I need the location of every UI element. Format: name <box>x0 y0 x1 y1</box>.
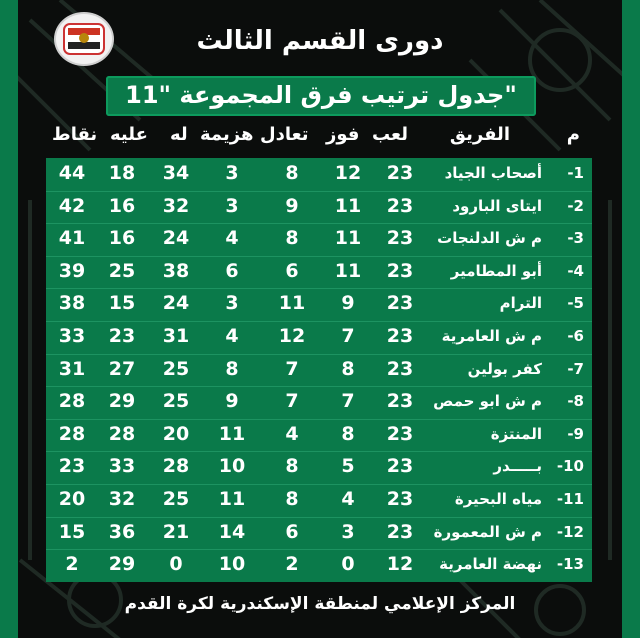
row-divider <box>46 419 592 420</box>
goals-against-cell: 18 <box>108 162 136 184</box>
goals-for-cell: 34 <box>162 162 190 184</box>
rank-cell: -2 <box>567 196 584 215</box>
points-cell: 31 <box>58 357 86 380</box>
goals-against-cell: 27 <box>108 357 136 380</box>
header-won: فوز <box>326 124 360 145</box>
won-cell: 7 <box>341 390 355 413</box>
rank-cell: -13 <box>556 555 584 574</box>
goals-against-cell: 33 <box>108 455 136 478</box>
row-divider <box>46 191 592 192</box>
header-goals-for: له <box>170 124 188 145</box>
played-cell: 23 <box>386 325 414 347</box>
standings-table <box>46 158 592 582</box>
rank-cell: -10 <box>556 457 584 476</box>
footer-credit: المركز الإعلامي لمنطقة الإسكندرية لكرة القدم <box>124 594 516 614</box>
table-row <box>46 484 592 516</box>
goals-against-cell: 29 <box>108 553 136 576</box>
header-lost: هزيمة <box>200 124 254 145</box>
row-divider <box>46 288 592 289</box>
drawn-cell: 6 <box>285 259 299 282</box>
won-cell: 5 <box>341 455 355 478</box>
played-cell: 23 <box>386 488 414 510</box>
goals-for-cell: 21 <box>162 520 190 543</box>
header-drawn: تعادل <box>260 124 309 145</box>
table-row <box>46 451 592 483</box>
won-cell: 11 <box>334 259 362 282</box>
won-cell: 3 <box>341 520 355 543</box>
team-name: أبو المطامير <box>450 261 542 280</box>
points-cell: 23 <box>58 455 86 478</box>
played-cell: 23 <box>386 162 414 184</box>
team-name: أصحاب الجياد <box>444 164 542 182</box>
rank-cell: -12 <box>556 522 584 541</box>
goals-against-cell: 29 <box>108 390 136 413</box>
drawn-cell: 2 <box>285 553 299 576</box>
drawn-cell: 8 <box>285 488 299 510</box>
points-cell: 33 <box>58 325 86 347</box>
played-cell: 23 <box>386 390 414 413</box>
played-cell: 23 <box>386 422 414 445</box>
points-cell: 15 <box>58 520 86 543</box>
goals-for-cell: 25 <box>162 357 190 380</box>
goals-against-cell: 25 <box>108 259 136 282</box>
team-name: مياه البحيرة <box>454 490 542 508</box>
rank-cell: -4 <box>567 261 584 280</box>
goals-against-cell: 32 <box>108 488 136 510</box>
drawn-cell: 8 <box>285 162 299 184</box>
row-divider <box>46 451 592 452</box>
points-cell: 42 <box>58 194 86 217</box>
rank-cell: -11 <box>556 490 584 508</box>
goals-for-cell: 24 <box>162 227 190 250</box>
table-header <box>48 120 590 152</box>
goals-against-cell: 28 <box>108 422 136 445</box>
team-name: بـــــدر <box>493 457 542 476</box>
team-name: م ش المعمورة <box>433 522 542 541</box>
row-divider <box>46 517 592 518</box>
table-row <box>46 354 592 386</box>
played-cell: 23 <box>386 520 414 543</box>
row-divider <box>46 256 592 257</box>
goals-for-cell: 38 <box>162 259 190 282</box>
right-green-stripe <box>622 0 640 638</box>
team-name: الترام <box>499 294 542 313</box>
played-cell: 12 <box>386 553 414 576</box>
lost-cell: 10 <box>218 553 246 576</box>
left-green-stripe <box>0 0 18 638</box>
row-divider <box>46 223 592 224</box>
points-cell: 2 <box>65 553 79 576</box>
team-name: م ش الدلنجات <box>437 229 542 248</box>
team-name: المنتزة <box>490 424 542 443</box>
header-played: لعب <box>372 124 408 145</box>
goals-for-cell: 0 <box>169 553 183 576</box>
goals-against-cell: 36 <box>108 520 136 543</box>
team-name: م ش ابو حمص <box>433 392 542 411</box>
drawn-cell: 8 <box>285 455 299 478</box>
table-row <box>46 191 592 223</box>
table-row <box>46 223 592 255</box>
rank-cell: -1 <box>567 164 584 182</box>
won-cell: 12 <box>334 162 362 184</box>
played-cell: 23 <box>386 292 414 315</box>
table-row <box>46 419 592 451</box>
team-name: كفر بولين <box>467 359 542 378</box>
table-row <box>46 256 592 288</box>
won-cell: 11 <box>334 227 362 250</box>
goals-for-cell: 32 <box>162 194 190 217</box>
row-divider <box>46 321 592 322</box>
drawn-cell: 9 <box>285 194 299 217</box>
table-row <box>46 386 592 418</box>
points-cell: 20 <box>58 488 86 510</box>
drawn-cell: 7 <box>285 390 299 413</box>
lost-cell: 4 <box>225 325 239 347</box>
won-cell: 0 <box>341 553 355 576</box>
team-name: ايتاى البارود <box>452 196 542 215</box>
table-row <box>46 158 592 190</box>
lost-cell: 3 <box>225 292 239 315</box>
goals-for-cell: 24 <box>162 292 190 315</box>
goals-for-cell: 25 <box>162 390 190 413</box>
points-cell: 28 <box>58 422 86 445</box>
page-subtitle: جدول ترتيب فرق المجموعة "11" <box>125 81 517 109</box>
played-cell: 23 <box>386 259 414 282</box>
lost-cell: 10 <box>218 455 246 478</box>
header-goals-against: عليه <box>110 124 148 145</box>
rank-cell: -3 <box>567 229 584 248</box>
row-divider <box>46 549 592 550</box>
won-cell: 7 <box>341 325 355 347</box>
lost-cell: 3 <box>225 162 239 184</box>
team-name: نهضة العامرية <box>439 555 542 574</box>
lost-cell: 3 <box>225 194 239 217</box>
rank-cell: -7 <box>567 359 584 378</box>
lost-cell: 8 <box>225 357 239 380</box>
played-cell: 23 <box>386 194 414 217</box>
goals-for-cell: 28 <box>162 455 190 478</box>
lost-cell: 11 <box>218 422 246 445</box>
page-title: دورى القسم الثالث <box>196 26 444 56</box>
team-name: م ش العامرية <box>441 327 542 345</box>
drawn-cell: 12 <box>278 325 306 347</box>
goals-against-cell: 15 <box>108 292 136 315</box>
goals-for-cell: 31 <box>162 325 190 347</box>
table-row <box>46 517 592 549</box>
won-cell: 4 <box>341 488 355 510</box>
table-row <box>46 321 592 353</box>
played-cell: 23 <box>386 357 414 380</box>
header-rank: م <box>566 124 580 145</box>
played-cell: 23 <box>386 455 414 478</box>
drawn-cell: 4 <box>285 422 299 445</box>
won-cell: 9 <box>341 292 355 315</box>
lost-cell: 6 <box>225 259 239 282</box>
table-row <box>46 549 592 581</box>
points-cell: 28 <box>58 390 86 413</box>
points-cell: 38 <box>58 292 86 315</box>
lost-cell: 4 <box>225 227 239 250</box>
won-cell: 8 <box>341 357 355 380</box>
points-cell: 39 <box>58 259 86 282</box>
row-divider <box>46 354 592 355</box>
won-cell: 11 <box>334 194 362 217</box>
goals-against-cell: 16 <box>108 227 136 250</box>
won-cell: 8 <box>341 422 355 445</box>
row-divider <box>46 484 592 485</box>
rank-cell: -9 <box>567 424 584 443</box>
rank-cell: -8 <box>567 392 584 411</box>
drawn-cell: 11 <box>278 292 306 315</box>
lost-cell: 11 <box>218 488 246 510</box>
header-points: نقاط <box>52 124 98 145</box>
header-team: الفريق <box>449 124 510 145</box>
rank-cell: -5 <box>567 294 584 313</box>
lost-cell: 14 <box>218 520 246 543</box>
drawn-cell: 6 <box>285 520 299 543</box>
lost-cell: 9 <box>225 390 239 413</box>
row-divider <box>46 386 592 387</box>
played-cell: 23 <box>386 227 414 250</box>
goals-for-cell: 20 <box>162 422 190 445</box>
points-cell: 44 <box>58 162 86 184</box>
points-cell: 41 <box>58 227 86 250</box>
goals-for-cell: 25 <box>162 488 190 510</box>
drawn-cell: 7 <box>285 357 299 380</box>
drawn-cell: 8 <box>285 227 299 250</box>
rank-cell: -6 <box>567 327 584 345</box>
table-row <box>46 288 592 320</box>
goals-against-cell: 23 <box>108 325 136 347</box>
subtitle-banner <box>106 76 536 116</box>
goals-against-cell: 16 <box>108 194 136 217</box>
